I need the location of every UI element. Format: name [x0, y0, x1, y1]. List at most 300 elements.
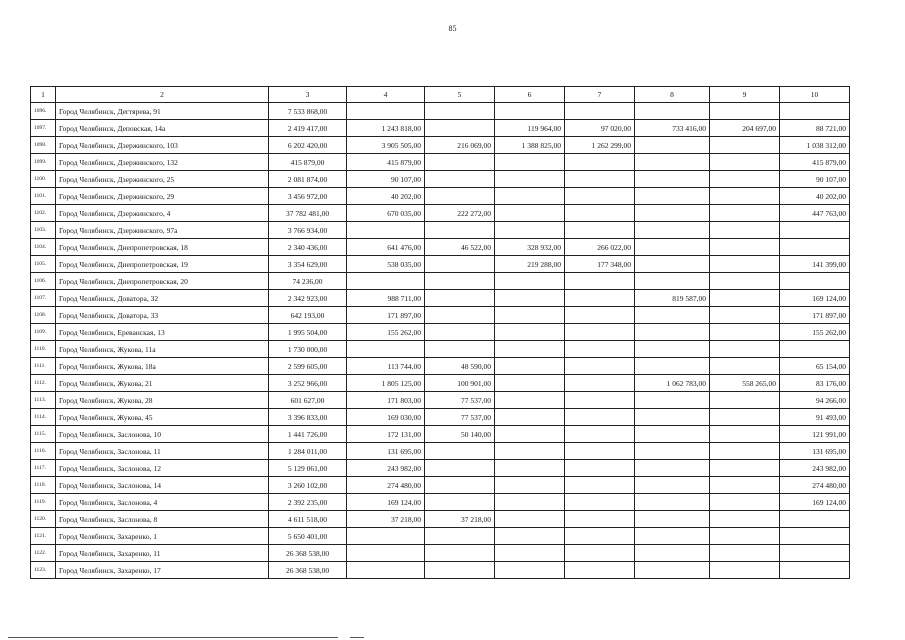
col9-cell	[710, 392, 780, 409]
total-cell: 2 599 605,00	[269, 358, 347, 375]
col9-cell	[710, 443, 780, 460]
table-row	[31, 120, 850, 137]
total-cell: 7 533 868,00	[269, 103, 347, 120]
col9-cell	[710, 341, 780, 358]
col9-cell	[710, 477, 780, 494]
total-cell: 2 340 436,00	[269, 239, 347, 256]
bottom-rule-right	[350, 637, 364, 638]
col8-cell	[635, 273, 710, 290]
col7-cell	[565, 494, 635, 511]
col9-cell	[710, 171, 780, 188]
total-cell: 2 342 923,00	[269, 290, 347, 307]
col5-cell	[425, 154, 495, 171]
col9-cell	[710, 103, 780, 120]
col9-cell	[710, 562, 780, 579]
col7-cell	[565, 171, 635, 188]
col6-cell	[495, 511, 565, 528]
col8-cell	[635, 137, 710, 154]
col6-cell	[495, 290, 565, 307]
col8-cell	[635, 239, 710, 256]
table-row	[31, 562, 850, 579]
table-body	[31, 103, 850, 579]
col10-cell: 1 038 312,00	[780, 137, 850, 154]
address-cell: Город Челябинск, Дзержинского, 29	[56, 188, 269, 205]
row-number: 1111.	[31, 358, 56, 375]
col10-cell: 90 107,00	[780, 171, 850, 188]
col5-cell: 37 218,00	[425, 511, 495, 528]
col6-cell	[495, 273, 565, 290]
total-cell: 3 260 102,00	[269, 477, 347, 494]
col4-cell: 641 476,00	[347, 239, 425, 256]
total-cell: 601 627,00	[269, 392, 347, 409]
address-cell: Город Челябинск, Захаренко, 1	[56, 528, 269, 545]
address-cell: Город Челябинск, Днепропетровская, 18	[56, 239, 269, 256]
col7-cell	[565, 341, 635, 358]
col9-cell	[710, 188, 780, 205]
col4-cell: 131 695,00	[347, 443, 425, 460]
col6-cell	[495, 443, 565, 460]
col4-cell: 1 805 125,00	[347, 375, 425, 392]
col4-cell: 90 107,00	[347, 171, 425, 188]
col5-cell: 77 537,00	[425, 409, 495, 426]
table-row	[31, 256, 850, 273]
row-number: 1105.	[31, 256, 56, 273]
table-row	[31, 171, 850, 188]
col10-cell	[780, 341, 850, 358]
col10-cell: 40 202,00	[780, 188, 850, 205]
row-number: 1107.	[31, 290, 56, 307]
col8-cell	[635, 511, 710, 528]
row-number: 1122.	[31, 545, 56, 562]
table-row	[31, 545, 850, 562]
col9-cell	[710, 222, 780, 239]
address-cell: Город Челябинск, Жукова, 21	[56, 375, 269, 392]
col4-cell: 155 262,00	[347, 324, 425, 341]
col7-cell	[565, 545, 635, 562]
col6-cell	[495, 358, 565, 375]
col8-cell: 733 416,00	[635, 120, 710, 137]
col4-cell: 3 905 505,00	[347, 137, 425, 154]
col10-cell	[780, 239, 850, 256]
total-cell: 1 995 504,00	[269, 324, 347, 341]
table-row	[31, 103, 850, 120]
row-number: 1109.	[31, 324, 56, 341]
address-cell: Город Челябинск, Днепропетровская, 19	[56, 256, 269, 273]
col5-cell	[425, 341, 495, 358]
col10-cell: 169 124,00	[780, 494, 850, 511]
col4-cell	[347, 341, 425, 358]
col5-cell	[425, 477, 495, 494]
col9-cell	[710, 528, 780, 545]
address-cell: Город Челябинск, Заслонова, 12	[56, 460, 269, 477]
row-number: 1097.	[31, 120, 56, 137]
row-number: 1121.	[31, 528, 56, 545]
col8-cell	[635, 205, 710, 222]
col10-cell: 274 480,00	[780, 477, 850, 494]
table-row	[31, 324, 850, 341]
col7-cell	[565, 205, 635, 222]
col6-cell	[495, 171, 565, 188]
col8-cell	[635, 307, 710, 324]
col6-cell: 1 388 825,00	[495, 137, 565, 154]
row-number: 1114.	[31, 409, 56, 426]
total-cell: 3 252 966,00	[269, 375, 347, 392]
row-number: 1099.	[31, 154, 56, 171]
address-cell: Город Челябинск, Доватора, 33	[56, 307, 269, 324]
col4-cell: 169 030,00	[347, 409, 425, 426]
address-cell: Город Челябинск, Дзержинского, 25	[56, 171, 269, 188]
col8-cell	[635, 562, 710, 579]
address-cell: Город Челябинск, Заслонова, 10	[56, 426, 269, 443]
header-cell: 5	[425, 87, 495, 103]
col4-cell: 243 982,00	[347, 460, 425, 477]
col5-cell	[425, 545, 495, 562]
col7-cell	[565, 511, 635, 528]
table-row	[31, 273, 850, 290]
table-row	[31, 409, 850, 426]
col7-cell	[565, 324, 635, 341]
col5-cell	[425, 222, 495, 239]
total-cell: 2 419 417,00	[269, 120, 347, 137]
col10-cell	[780, 511, 850, 528]
col9-cell	[710, 324, 780, 341]
col7-cell	[565, 528, 635, 545]
address-cell: Город Челябинск, Дегтярева, 91	[56, 103, 269, 120]
col9-cell	[710, 460, 780, 477]
col10-cell: 94 266,00	[780, 392, 850, 409]
total-cell: 1 284 011,00	[269, 443, 347, 460]
col5-cell: 222 272,00	[425, 205, 495, 222]
total-cell: 2 081 874,00	[269, 171, 347, 188]
col10-cell: 83 176,00	[780, 375, 850, 392]
col6-cell	[495, 222, 565, 239]
col10-cell: 169 124,00	[780, 290, 850, 307]
total-cell: 2 392 235,00	[269, 494, 347, 511]
col10-cell: 121 991,00	[780, 426, 850, 443]
address-cell: Город Челябинск, Заслонова, 11	[56, 443, 269, 460]
header-cell: 10	[780, 87, 850, 103]
header-cell: 2	[56, 87, 269, 103]
col10-cell	[780, 562, 850, 579]
total-cell: 5 650 401,00	[269, 528, 347, 545]
col8-cell	[635, 256, 710, 273]
row-number: 1102.	[31, 205, 56, 222]
col9-cell	[710, 256, 780, 273]
col4-cell: 113 744,00	[347, 358, 425, 375]
table-row	[31, 307, 850, 324]
col4-cell: 538 035,00	[347, 256, 425, 273]
table-row	[31, 426, 850, 443]
col9-cell	[710, 409, 780, 426]
table-row	[31, 205, 850, 222]
header-cell: 6	[495, 87, 565, 103]
address-cell: Город Челябинск, Дзержинского, 103	[56, 137, 269, 154]
table-row	[31, 375, 850, 392]
col4-cell	[347, 545, 425, 562]
col5-cell	[425, 443, 495, 460]
table-row	[31, 358, 850, 375]
col7-cell	[565, 154, 635, 171]
col8-cell	[635, 392, 710, 409]
total-cell: 5 129 061,00	[269, 460, 347, 477]
col10-cell: 171 897,00	[780, 307, 850, 324]
row-number: 1100.	[31, 171, 56, 188]
row-number: 1113.	[31, 392, 56, 409]
col8-cell	[635, 460, 710, 477]
table-row	[31, 511, 850, 528]
col6-cell: 328 932,00	[495, 239, 565, 256]
row-number: 1098.	[31, 137, 56, 154]
col5-cell: 48 590,00	[425, 358, 495, 375]
header-cell: 9	[710, 87, 780, 103]
col6-cell	[495, 154, 565, 171]
header-row	[31, 87, 850, 103]
table-row	[31, 528, 850, 545]
total-cell: 642 193,00	[269, 307, 347, 324]
address-cell: Город Челябинск, Жукова, 11а	[56, 341, 269, 358]
col9-cell	[710, 494, 780, 511]
col6-cell	[495, 188, 565, 205]
col9-cell	[710, 545, 780, 562]
col5-cell	[425, 188, 495, 205]
address-cell: Город Челябинск, Дзержинского, 97а	[56, 222, 269, 239]
col8-cell	[635, 409, 710, 426]
row-number: 1120.	[31, 511, 56, 528]
col9-cell	[710, 239, 780, 256]
col6-cell	[495, 324, 565, 341]
col4-cell: 670 035,00	[347, 205, 425, 222]
col6-cell	[495, 562, 565, 579]
col4-cell	[347, 562, 425, 579]
col5-cell	[425, 460, 495, 477]
col5-cell: 46 522,00	[425, 239, 495, 256]
col5-cell: 77 537,00	[425, 392, 495, 409]
address-cell: Город Челябинск, Дзержинского, 132	[56, 154, 269, 171]
col4-cell	[347, 273, 425, 290]
col5-cell	[425, 528, 495, 545]
row-number: 1110.	[31, 341, 56, 358]
col4-cell: 37 218,00	[347, 511, 425, 528]
col5-cell	[425, 494, 495, 511]
table-row	[31, 290, 850, 307]
table-row	[31, 443, 850, 460]
col5-cell: 216 069,00	[425, 137, 495, 154]
col5-cell: 50 140,00	[425, 426, 495, 443]
col9-cell	[710, 273, 780, 290]
col6-cell	[495, 205, 565, 222]
col10-cell: 243 982,00	[780, 460, 850, 477]
col8-cell	[635, 528, 710, 545]
col4-cell: 169 124,00	[347, 494, 425, 511]
col10-cell	[780, 103, 850, 120]
total-cell: 3 766 934,00	[269, 222, 347, 239]
col8-cell	[635, 222, 710, 239]
col7-cell	[565, 409, 635, 426]
col5-cell	[425, 256, 495, 273]
col5-cell: 100 901,00	[425, 375, 495, 392]
address-cell: Город Челябинск, Днепропетровская, 20	[56, 273, 269, 290]
col10-cell: 88 721,00	[780, 120, 850, 137]
row-number: 1117.	[31, 460, 56, 477]
header-cell: 7	[565, 87, 635, 103]
register-table	[30, 86, 850, 579]
col7-cell: 266 022,00	[565, 239, 635, 256]
col7-cell	[565, 375, 635, 392]
table-row	[31, 188, 850, 205]
col9-cell	[710, 307, 780, 324]
col7-cell	[565, 307, 635, 324]
col7-cell	[565, 562, 635, 579]
header-cell: 4	[347, 87, 425, 103]
col7-cell: 177 348,00	[565, 256, 635, 273]
total-cell: 6 202 420,00	[269, 137, 347, 154]
row-number: 1106.	[31, 273, 56, 290]
total-cell: 26 368 538,00	[269, 562, 347, 579]
col10-cell	[780, 222, 850, 239]
col7-cell	[565, 443, 635, 460]
bottom-rule-left	[8, 637, 338, 638]
col7-cell	[565, 103, 635, 120]
table-row	[31, 222, 850, 239]
total-cell: 415 879,00	[269, 154, 347, 171]
col7-cell: 1 262 299,00	[565, 137, 635, 154]
total-cell: 26 368 538,00	[269, 545, 347, 562]
address-cell: Город Челябинск, Доватора, 32	[56, 290, 269, 307]
col5-cell	[425, 120, 495, 137]
col8-cell: 1 062 783,00	[635, 375, 710, 392]
table-row	[31, 392, 850, 409]
col5-cell	[425, 562, 495, 579]
address-cell: Город Челябинск, Жукова, 28	[56, 392, 269, 409]
col6-cell	[495, 392, 565, 409]
col6-cell: 119 964,00	[495, 120, 565, 137]
table-row	[31, 460, 850, 477]
col4-cell: 171 897,00	[347, 307, 425, 324]
col5-cell	[425, 273, 495, 290]
col10-cell: 141 399,00	[780, 256, 850, 273]
address-cell: Город Челябинск, Ереванская, 13	[56, 324, 269, 341]
col10-cell	[780, 545, 850, 562]
address-cell: Город Челябинск, Заслонова, 14	[56, 477, 269, 494]
row-number: 1123.	[31, 562, 56, 579]
col6-cell: 219 288,00	[495, 256, 565, 273]
total-cell: 3 354 629,00	[269, 256, 347, 273]
table-row	[31, 477, 850, 494]
col7-cell	[565, 477, 635, 494]
col6-cell	[495, 307, 565, 324]
col8-cell	[635, 443, 710, 460]
table-row	[31, 137, 850, 154]
col5-cell	[425, 307, 495, 324]
table-row	[31, 239, 850, 256]
col9-cell: 558 265,00	[710, 375, 780, 392]
col8-cell: 819 587,00	[635, 290, 710, 307]
col4-cell: 274 480,00	[347, 477, 425, 494]
col5-cell	[425, 324, 495, 341]
row-number: 1104.	[31, 239, 56, 256]
row-number: 1112.	[31, 375, 56, 392]
address-cell: Город Челябинск, Дзержинского, 4	[56, 205, 269, 222]
col6-cell	[495, 426, 565, 443]
col7-cell: 97 020,00	[565, 120, 635, 137]
col9-cell	[710, 426, 780, 443]
total-cell: 3 396 833,00	[269, 409, 347, 426]
col4-cell: 1 243 818,00	[347, 120, 425, 137]
col7-cell	[565, 426, 635, 443]
col7-cell	[565, 222, 635, 239]
col8-cell	[635, 426, 710, 443]
col6-cell	[495, 375, 565, 392]
total-cell: 3 456 972,00	[269, 188, 347, 205]
col6-cell	[495, 494, 565, 511]
header-cell: 1	[31, 87, 56, 103]
row-number: 1119.	[31, 494, 56, 511]
col9-cell	[710, 154, 780, 171]
page-number: 85	[448, 24, 457, 33]
col6-cell	[495, 409, 565, 426]
header-cell: 8	[635, 87, 710, 103]
row-number: 1096.	[31, 103, 56, 120]
col10-cell: 131 695,00	[780, 443, 850, 460]
col10-cell: 447 763,00	[780, 205, 850, 222]
col8-cell	[635, 103, 710, 120]
row-number: 1108.	[31, 307, 56, 324]
table-row	[31, 341, 850, 358]
col7-cell	[565, 188, 635, 205]
row-number: 1116.	[31, 443, 56, 460]
col9-cell	[710, 137, 780, 154]
col4-cell	[347, 222, 425, 239]
col8-cell	[635, 324, 710, 341]
col7-cell	[565, 392, 635, 409]
col10-cell	[780, 528, 850, 545]
col4-cell: 171 803,00	[347, 392, 425, 409]
col9-cell	[710, 290, 780, 307]
col9-cell	[710, 205, 780, 222]
col4-cell: 988 711,00	[347, 290, 425, 307]
total-cell: 1 441 726,00	[269, 426, 347, 443]
col10-cell	[780, 273, 850, 290]
col6-cell	[495, 103, 565, 120]
col8-cell	[635, 154, 710, 171]
col8-cell	[635, 188, 710, 205]
col4-cell: 415 879,00	[347, 154, 425, 171]
address-cell: Город Челябинск, Жукова, 18а	[56, 358, 269, 375]
col4-cell	[347, 528, 425, 545]
address-cell: Город Челябинск, Заслонова, 8	[56, 511, 269, 528]
table-row	[31, 154, 850, 171]
address-cell: Город Челябинск, Заслонова, 4	[56, 494, 269, 511]
col10-cell: 65 154,00	[780, 358, 850, 375]
table-row	[31, 494, 850, 511]
row-number: 1115.	[31, 426, 56, 443]
col4-cell: 40 202,00	[347, 188, 425, 205]
address-cell: Город Челябинск, Жукова, 45	[56, 409, 269, 426]
col6-cell	[495, 477, 565, 494]
address-cell: Город Челябинск, Захаренко, 17	[56, 562, 269, 579]
row-number: 1118.	[31, 477, 56, 494]
col5-cell	[425, 290, 495, 307]
col7-cell	[565, 290, 635, 307]
row-number: 1103.	[31, 222, 56, 239]
col8-cell	[635, 545, 710, 562]
col7-cell	[565, 273, 635, 290]
col8-cell	[635, 477, 710, 494]
col5-cell	[425, 171, 495, 188]
total-cell: 1 730 000,00	[269, 341, 347, 358]
total-cell: 37 782 481,00	[269, 205, 347, 222]
col10-cell: 155 262,00	[780, 324, 850, 341]
